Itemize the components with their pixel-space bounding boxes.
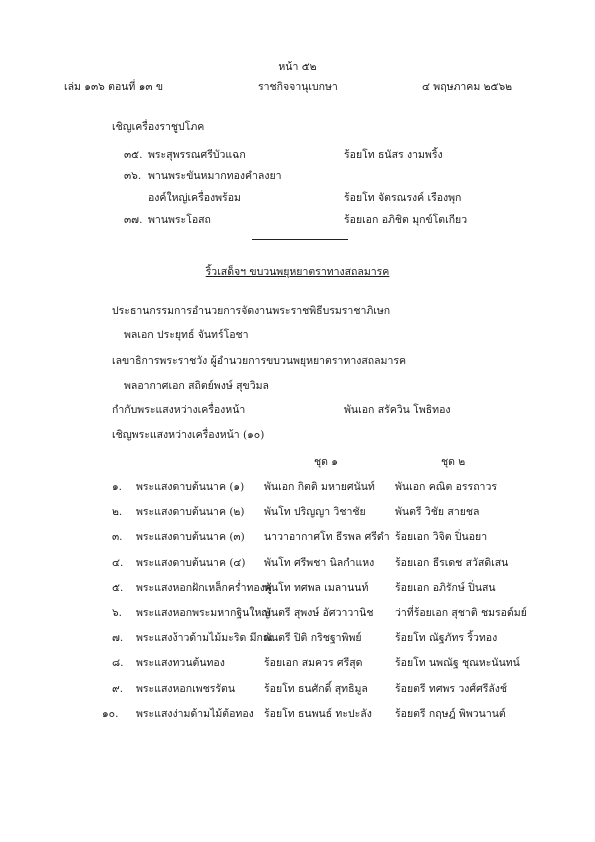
set1-bearer: ร้อยโท ธนพนธ์ ทะปะลัง [264, 707, 372, 720]
section-heading-regalia: เชิญเครื่องราชูปโภค [112, 121, 205, 133]
row-number: ๕. [112, 581, 124, 594]
set2-bearer: ร้อยตรี ทศพร วงศ์ศรีลังช์ [395, 682, 508, 695]
item-name-continued: องค์ใหญ่เครื่องพร้อม [148, 192, 241, 204]
set2-bearer: ร้อยตรี กฤษฎ์ พิพวนานต์ [395, 707, 506, 720]
row-number: ๑. [112, 481, 123, 493]
weapon-name: พระแสงหอกเพชรรัตน [136, 682, 236, 695]
item-number: ๓๕. [124, 149, 143, 161]
set2-header: ชุด ๒ [441, 456, 466, 468]
set1-bearer: พันโท ปริญญา วิชาชัย [264, 506, 366, 519]
weapons-heading: เชิญพระแสงหว่างเครื่องหน้า (๑๐) [112, 429, 265, 441]
weapon-name: พระแสงดาบต้นนาค (๓) [136, 531, 245, 544]
set2-bearer: ร้อยเอก อภิรักษ์ ปิ่นสน [395, 581, 496, 594]
bearer-name: ร้อยโท ธนัสร งามพริ้ง [344, 149, 443, 161]
set2-bearer: ร้อยเอก ธีรเดช สวัสดิเสน [395, 556, 509, 569]
row-number: ๒. [112, 506, 123, 519]
row-number: ๗. [112, 632, 124, 645]
item-name: พานพระโอสถ [148, 214, 211, 226]
procession-director-title: เลขาธิการพระราชวัง ผู้อำนวยการขบวนพยุหยาตราทางสถลมารค [112, 355, 407, 367]
weapon-name: พระแสงหอกฝักเหล็กคร่ำทองคู่ [136, 581, 272, 594]
row-number: ๖. [112, 607, 123, 619]
row-number: ๔. [112, 556, 124, 569]
row-number: ๑๐. [102, 707, 119, 720]
item-number: ๓๖. [124, 170, 142, 182]
set1-bearer: พันโท ศรีพชา นิลกำแหง [264, 556, 375, 569]
procession-director-name: พลอากาศเอก สถิตย์พงษ์ สุขวิมล [124, 380, 269, 392]
set1-bearer: พันโท ทศพล เมลานนท์ [264, 581, 369, 594]
weapon-name: พระแสงง่ามด้ามไม้ต้อทอง [136, 707, 254, 720]
set1-bearer: ร้อยโท ธนศักดิ์ สุทธิมูล [264, 682, 368, 695]
row-number: ๙. [112, 682, 124, 695]
weapon-name: พระแสงง้าวด้ามไม้มะริด มีกณ [136, 632, 273, 645]
set1-bearer: พันเอก กิตติ มหายศนันท์ [264, 481, 375, 493]
bearer-name: ร้อยโท จัตรณรงค์ เรืองพุก [344, 192, 462, 204]
section-title-text: ริ้วเสด็จฯ ขบวนพยุหยาตราทางสถลมารค [205, 266, 390, 278]
set1-bearer: พันตรี ปิติ กริชฐาพิพย์ [264, 632, 362, 645]
weapon-name: พระแสงทวนต้นทอง [136, 657, 225, 670]
committee-chair-name: พลเอก ประยุทธ์ จันทร์โอชา [124, 329, 249, 341]
guard-label: กำกับพระแสงหว่างเครื่องหน้า [112, 404, 246, 416]
volume-issue: เล่ม ๑๓๖ ตอนที่ ๑๓ ข [64, 81, 164, 93]
section-title-procession [0, 265, 595, 279]
bearer-name: ร้อยเอก อภิชิต มุกข์โตเกียว [344, 214, 468, 226]
set2-bearer: พันเอก คณิต อรรถาวร [395, 481, 497, 493]
set1-header: ชุด ๑ [314, 456, 338, 468]
divider-rule [252, 239, 348, 240]
set2-bearer: พันตรี วิชัย สายชล [395, 506, 480, 519]
set2-bearer: ว่าที่ร้อยเอก สุชาติ ชมรอด์มย์ [395, 607, 527, 619]
gazette-name: ราชกิจจานุเบกษา [258, 81, 338, 93]
row-number: ๓. [112, 531, 123, 544]
weapon-name: พระแสงดาบต้นนาค (๒) [136, 506, 245, 519]
weapon-name: พระแสงหอกพระมหากฐินใหญ่ [136, 607, 271, 619]
set2-bearer: ร้อยเอก วิจิต ปิ่นอยา [395, 531, 488, 544]
set2-bearer: ร้อยโท ณัฐภัทร ริ้วทอง [395, 632, 498, 645]
page-number: หน้า ๕๒ [278, 61, 317, 73]
item-name: พระสุพรรณศรีบัวแฉก [148, 149, 246, 161]
set1-bearer: พันตรี สุพงษ์ อัศวาวานิช [264, 607, 374, 619]
weapon-name: พระแสงดาบต้นนาค (๔) [136, 556, 246, 569]
item-name: พานพระขันหมากทองคำลงยา [148, 170, 282, 182]
item-number: ๓๗. [124, 214, 143, 226]
set1-bearer: ร้อยเอก สมควร ศรีสุด [264, 657, 363, 670]
issue-date: ๔ พฤษภาคม ๒๕๖๒ [422, 81, 513, 93]
set2-bearer: ร้อยโท นพณัฐ ชุณหะนันทน์ [395, 657, 520, 670]
row-number: ๘. [112, 657, 124, 670]
set1-bearer: นาวาอากาศโท ธีรพล ศรีดำ [264, 531, 390, 544]
weapon-name: พระแสงดาบต้นนาค (๑) [136, 481, 245, 493]
guard-person: พันเอก สรัควิน โพธิทอง [344, 404, 451, 416]
committee-title: ประธานกรรมการอำนวยการจัดงานพระราชพิธีบรมราชาภิเษก [112, 305, 391, 317]
